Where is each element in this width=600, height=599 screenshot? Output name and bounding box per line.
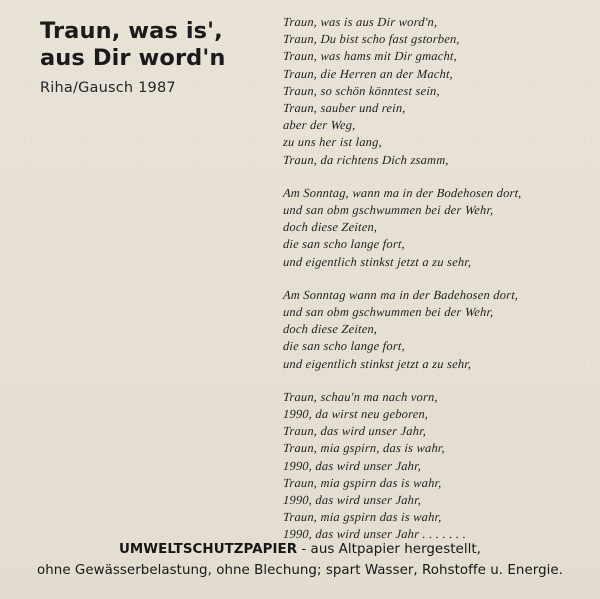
lyric-line: doch diese Zeiten, xyxy=(282,220,378,235)
lyric-line: und san obm gschwummen bei der Wehr, xyxy=(282,305,494,320)
lyric-line: Traun, mia gspirn das is wahr, xyxy=(282,510,443,525)
footer-note xyxy=(0,539,600,581)
stanza xyxy=(283,287,593,373)
lyric-line: Am Sonntag wann ma in der Badehosen dort, xyxy=(282,287,519,302)
lyric-line: die san scho lange fort, xyxy=(282,339,406,354)
lyric-line: und san obm gschwummen bei der Wehr, xyxy=(282,203,494,218)
lyric-line: 1990, das wird unser Jahr, xyxy=(282,493,422,508)
footer-line-1 xyxy=(0,539,600,560)
title-line-1: Traun, was is', xyxy=(40,18,223,44)
lyric-line: Traun, das wird unser Jahr, xyxy=(282,424,427,439)
lyric-line: Traun, Du bist scho fast gstorben, xyxy=(282,32,461,47)
lyric-line: und eigentlich stinkst jetzt a zu sehr, xyxy=(282,254,472,269)
lyrics-column xyxy=(283,14,593,544)
stanza xyxy=(283,185,593,271)
title-line-2: aus Dir word'n xyxy=(40,44,226,71)
lyric-line: 1990, das wird unser Jahr . . . . . . . xyxy=(282,527,467,542)
footer-line-1-rest: - aus Altpapier hergestellt, xyxy=(297,542,481,557)
stanza xyxy=(283,389,593,544)
lyric-line: doch diese Zeiten, xyxy=(282,322,378,337)
lyric-line: Traun, schau'n ma nach vorn, xyxy=(282,389,439,404)
footer-keyword: UMWELTSCHUTZPAPIER xyxy=(119,542,298,557)
lyric-line: 1990, da wirst neu geboren, xyxy=(282,407,429,422)
lyric-line: Am Sonntag, wann ma in der Bodehosen dort, xyxy=(282,185,523,200)
lyric-line: die san scho lange fort, xyxy=(282,237,406,252)
lyric-line: Traun, was is aus Dir word'n, xyxy=(282,15,438,29)
lyric-line: zu uns her ist lang, xyxy=(282,135,383,150)
lyric-line: aber der Weg, xyxy=(282,118,357,133)
lyric-line: Traun, mia gspirn das is wahr, xyxy=(282,475,443,490)
lyric-line: und eigentlich stinkst jetzt a zu sehr, xyxy=(282,356,472,371)
lyric-line: Traun, sauber und rein, xyxy=(282,101,407,116)
lyric-line: Traun, mia gspirn, das is wahr, xyxy=(282,441,446,456)
credit-line: Riha/Gausch 1987 xyxy=(40,80,176,97)
lyric-line: Traun, so schön könntest sein, xyxy=(282,83,441,98)
footer-line-2: ohne Gewässerbelastung, ohne Blechung; spart Wasser, Rohstoffe u. Energie. xyxy=(37,563,563,578)
lyric-line: Traun, was hams mit Dir gmacht, xyxy=(282,49,458,64)
lyric-line: 1990, das wird unser Jahr, xyxy=(282,458,422,473)
title-block xyxy=(40,18,280,96)
page-title xyxy=(40,18,280,71)
lyric-line: Traun, die Herren an der Macht, xyxy=(282,66,454,81)
lyric-line: Traun, da richtens Dich zsamm, xyxy=(282,152,450,167)
stanza xyxy=(283,14,593,169)
